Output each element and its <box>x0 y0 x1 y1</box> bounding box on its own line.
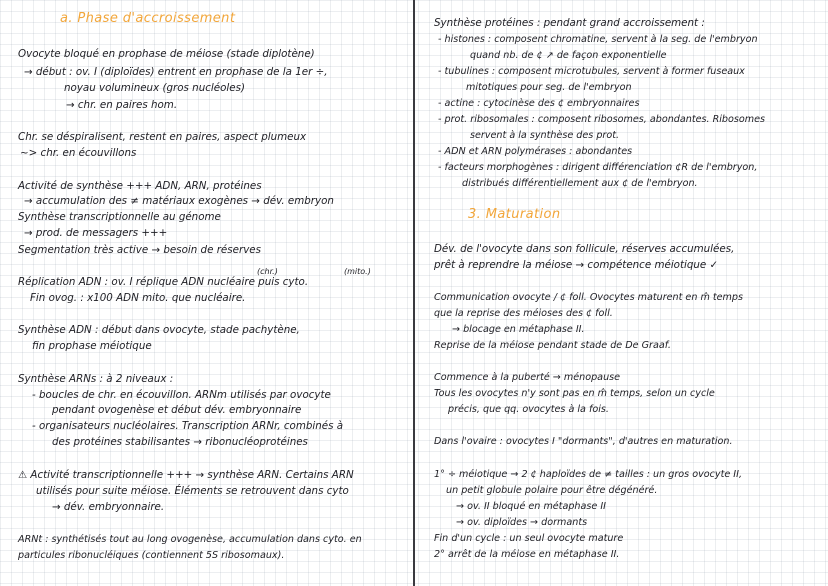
note-line: Fin d'un cycle : un seul ovocyte mature <box>434 533 624 544</box>
note-line: Tous les ovocytes n'y sont pas en m̂ temps, selon un cycle <box>434 388 715 399</box>
note-line: Ovocyte bloqué en prophase de méiose (stade diplotène) <box>18 48 315 60</box>
note-line: ARNt : synthétisés tout au long ovogenèse, accumulation dans cyto. en <box>18 534 362 545</box>
note-line: Réplication ADN : ov. I réplique ADN nucléaire puis cyto. <box>18 276 309 288</box>
note-line: → prod. de messagers +++ <box>24 227 168 239</box>
note-line: - histones : composent chromatine, servent à la seg. de l'embryon <box>438 34 758 45</box>
note-line: Activité de synthèse +++ ADN, ARN, protéines <box>18 180 262 192</box>
note-line: Communication ovocyte / ¢ foll. Ovocytes maturent en m̂ temps <box>434 292 743 303</box>
note-line: que la reprise des méioses des ¢ foll. <box>434 308 613 319</box>
note-line: → blocage en métaphase II. <box>452 324 585 335</box>
note-line: 1° ÷ méiotique → 2 ¢ haploïdes de ≠ tailles : un gros ovocyte II, <box>434 469 743 480</box>
note-line: Chr. se déspiralisent, restent en paires, aspect plumeux <box>18 131 307 143</box>
note-line: ⚠ Activité transcriptionnelle +++ → synthèse ARN. Certains ARN <box>18 469 354 481</box>
note-line: Dans l'ovaire : ovocytes I "dormants", d'autres en maturation. <box>434 436 733 447</box>
note-line: → accumulation des ≠ matériaux exogènes → dév. embryon <box>24 195 334 207</box>
note-line: quand nb. de ¢ ↗ de façon exponentielle <box>470 50 667 61</box>
note-line: Fin ovog. : x100 ADN mito. que nucléaire. <box>30 292 246 304</box>
note-line: - tubulines : composent microtubules, servent à former fuseaux <box>438 66 745 77</box>
section-heading: 3. Maturation <box>468 207 561 222</box>
note-line: - actine : cytocinèse des ¢ embryonnaires <box>438 98 640 109</box>
note-line: → chr. en paires hom. <box>66 99 178 111</box>
note-line: - organisateurs nucléolaires. Transcription ARNr, combinés à <box>32 420 344 432</box>
note-line: fin prophase méiotique <box>32 340 152 352</box>
section-heading: a. Phase d'accroissement <box>60 11 236 26</box>
note-line: - ADN et ARN polymérases : abondantes <box>438 146 633 157</box>
note-line: Dév. de l'ovocyte dans son follicule, réserves accumulées, <box>434 243 735 255</box>
note-line: → début : ov. I (diploïdes) entrent en prophase de la 1er ÷, <box>24 66 328 78</box>
note-line: précis, que qq. ovocytes à la fois. <box>448 404 609 415</box>
note-line: mitotiques pour seg. de l'embryon <box>466 82 632 93</box>
note-line: utilisés pour suite méiose. Éléments se retrouvent dans cyto <box>36 485 349 497</box>
note-line: particules ribonucléiques (contiennent 5S ribosomaux). <box>18 550 285 561</box>
annotation: (chr.) <box>257 267 278 276</box>
note-line: Commence à la puberté → ménopause <box>434 372 621 383</box>
annotation: (mito.) <box>344 267 371 276</box>
note-line: Synthèse transcriptionnelle au génome <box>18 211 221 223</box>
note-line: → dév. embryonnaire. <box>52 501 165 513</box>
note-line: Synthèse protéines : pendant grand accroissement : <box>434 17 705 29</box>
note-line: Segmentation très active → besoin de réserves <box>18 244 261 256</box>
note-line: → ov. II bloqué en métaphase II <box>456 501 606 512</box>
note-line: - boucles de chr. en écouvillon. ARNm utilisés par ovocyte <box>32 389 331 401</box>
note-line: - prot. ribosomales : composent ribosomes, abondantes. Ribosomes <box>438 114 765 125</box>
note-line: distribués différentiellement aux ¢ de l'embryon. <box>462 178 698 189</box>
note-line: des protéines stabilisantes → ribonucléoprotéines <box>52 436 308 448</box>
note-line: → ov. diploïdes → dormants <box>456 517 588 528</box>
note-line: Reprise de la méiose pendant stade de De Graaf. <box>434 340 671 351</box>
note-line: 2° arrêt de la méiose en métaphase II. <box>434 549 620 560</box>
note-line: prêt à reprendre la méiose → compétence méiotique ✓ <box>434 259 719 271</box>
note-line: - facteurs morphogènes : dirigent différenciation ¢R de l'embryon, <box>438 162 758 173</box>
note-line: noyau volumineux (gros nucléoles) <box>64 82 245 94</box>
note-line: un petit globule polaire pour être dégénéré. <box>446 485 658 496</box>
note-line: Synthèse ADN : début dans ovocyte, stade pachytène, <box>18 324 300 336</box>
note-line: pendant ovogenèse et début dév. embryonnaire <box>52 404 302 416</box>
note-line: Synthèse ARNs : à 2 niveaux : <box>18 373 174 385</box>
column-divider <box>413 0 415 586</box>
note-line: ~> chr. en écouvillons <box>20 147 137 159</box>
note-line: servent à la synthèse des prot. <box>470 130 620 141</box>
